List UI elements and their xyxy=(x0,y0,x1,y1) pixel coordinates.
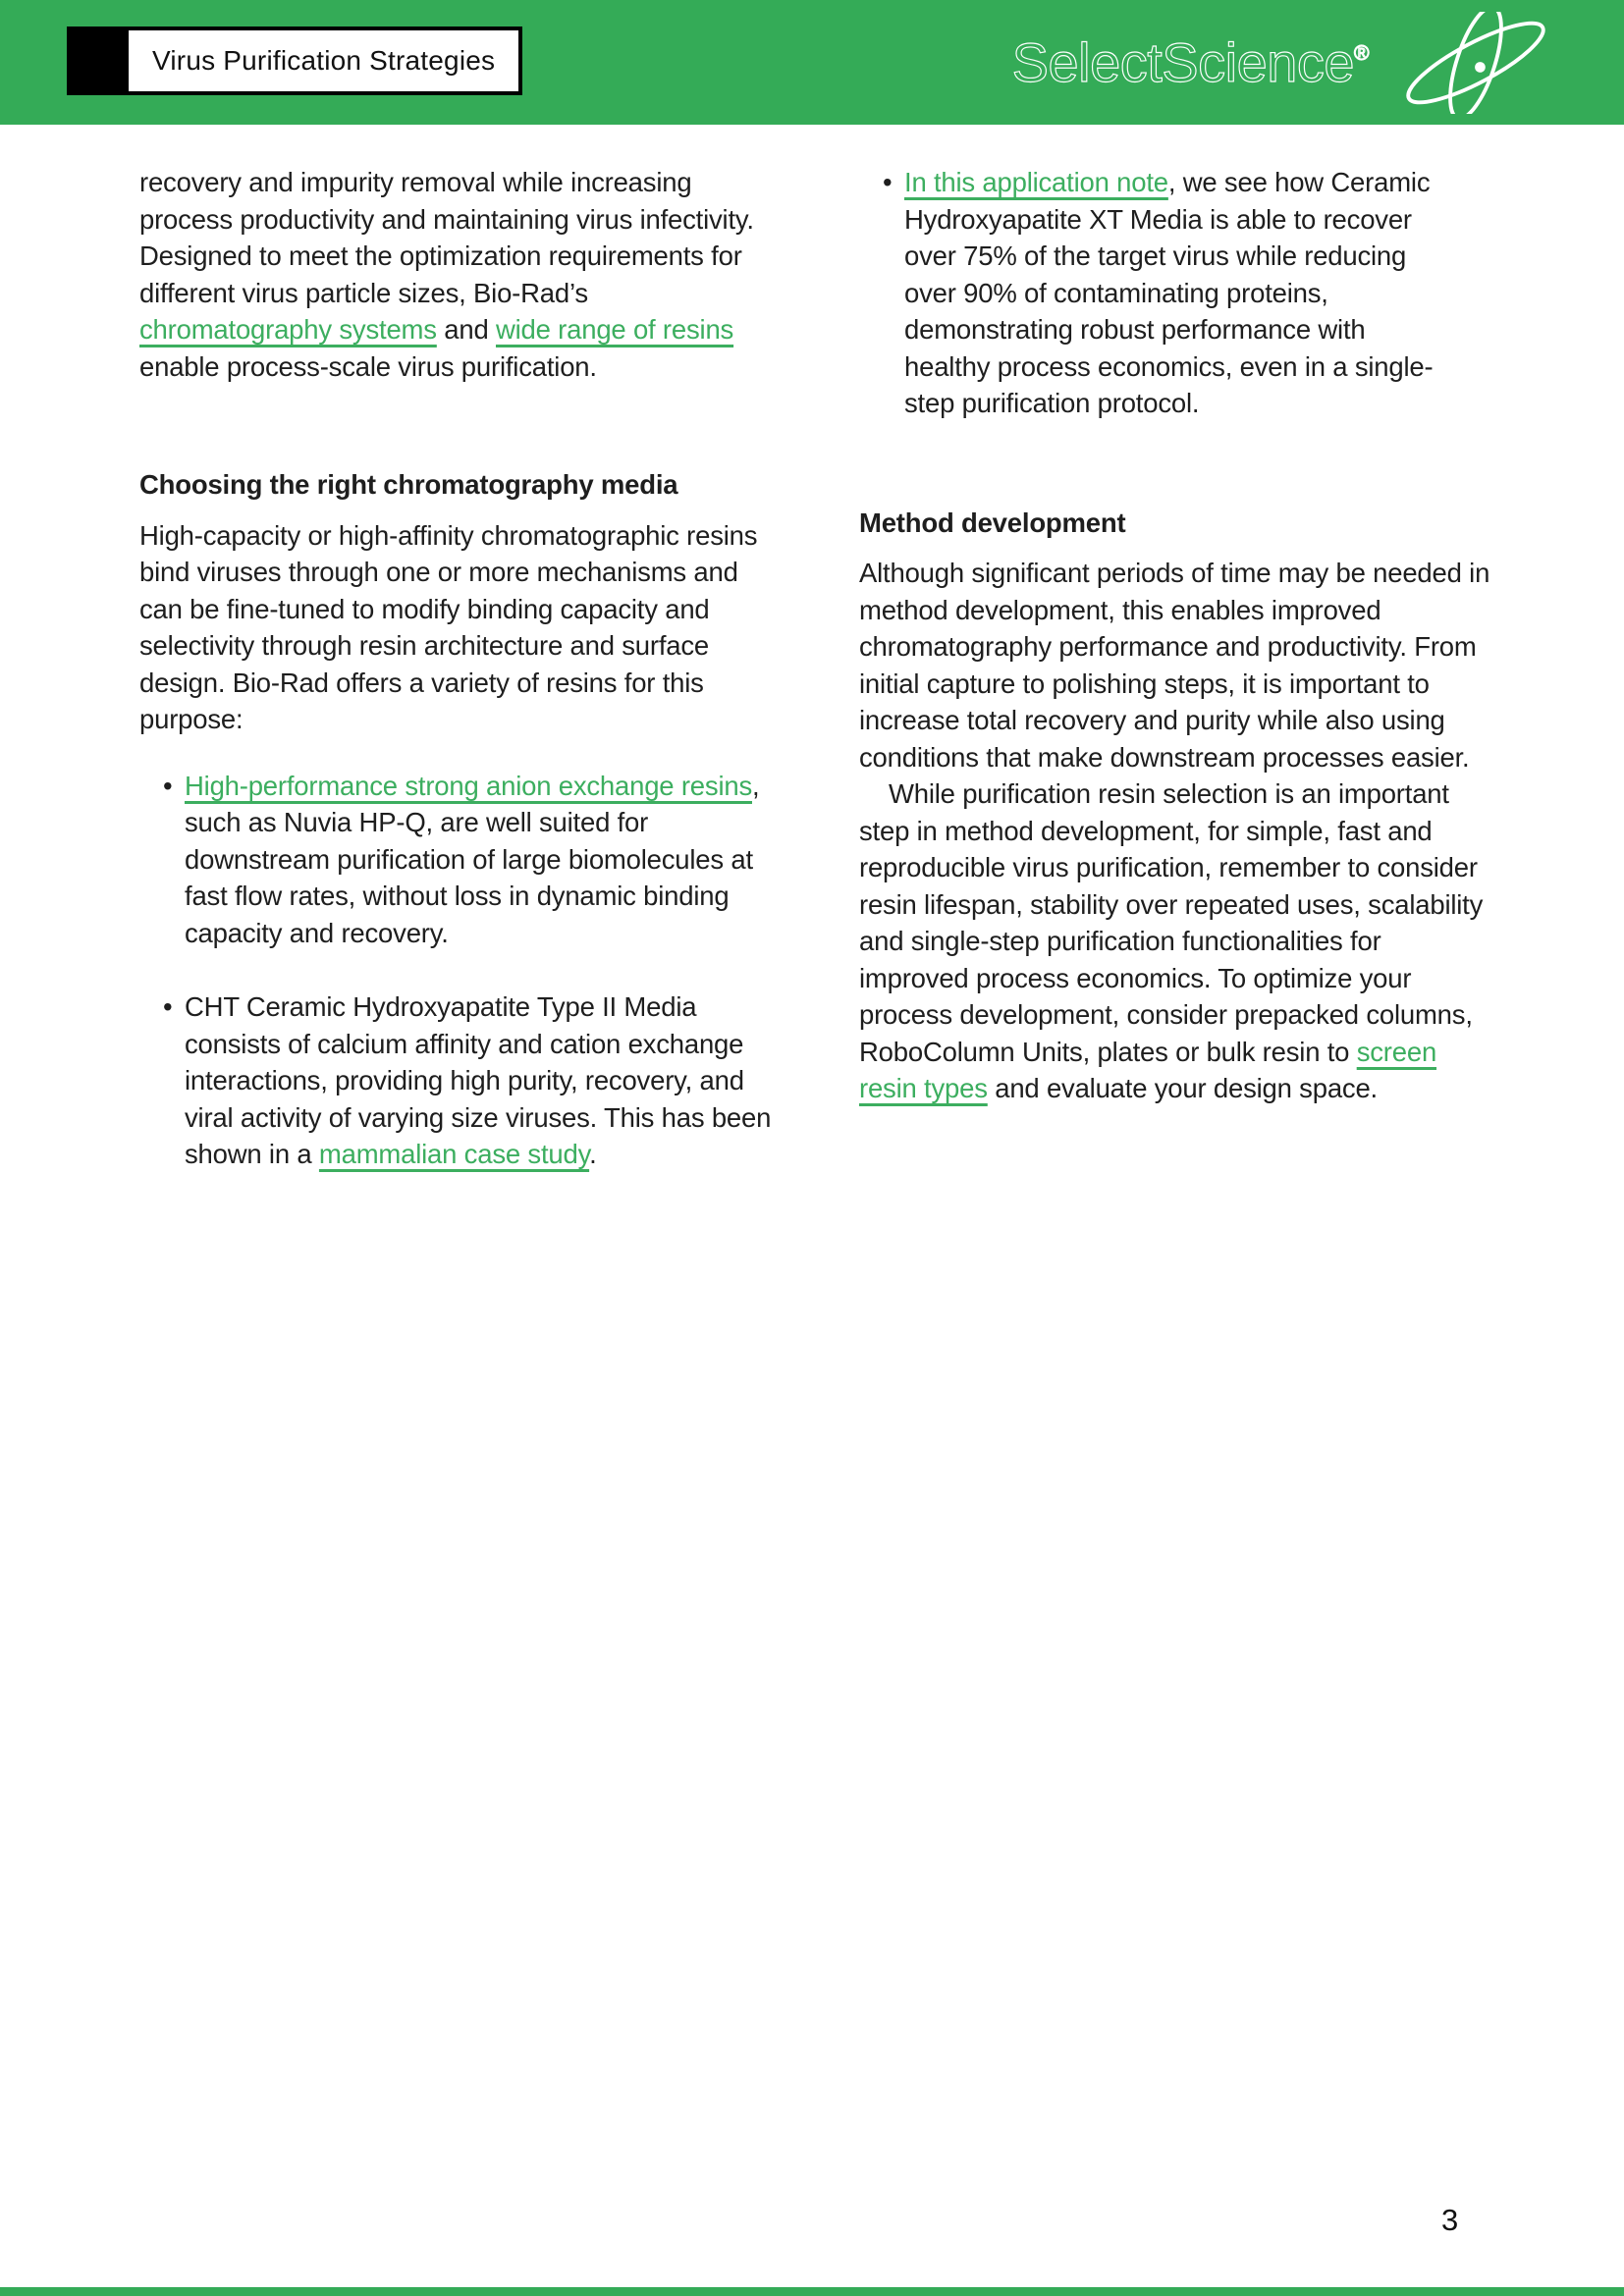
paragraph xyxy=(859,775,1492,1107)
paragraph xyxy=(139,164,778,385)
brand-wordmark xyxy=(1012,30,1369,94)
section-heading xyxy=(139,466,778,504)
left-column xyxy=(139,164,778,1173)
bullet-item xyxy=(139,988,778,1173)
text-link[interactable]: wide range of resins xyxy=(495,314,734,345)
text-link[interactable]: In this application note xyxy=(904,167,1168,197)
page-number: 3 xyxy=(1441,2203,1459,2237)
text-run: and xyxy=(436,314,496,345)
text-run: High-capacity or high-affinity chromatographic resins bind viruses through one or more mechanisms and can be fine-tuned to modify binding capacity and selectivity through resin architecture and surface design. Bio-Rad offers a variety of resins for this purpose: xyxy=(139,519,758,734)
text-link[interactable]: mammalian case study xyxy=(318,1139,590,1169)
text-run: recovery and impurity removal while increasing process productivity and maintaining virus infectivity. Designed to meet the optimization requirements for different virus particle sizes, Bio-Rad’s xyxy=(139,167,754,308)
text-run: , such as Nuvia HP-Q, are well suited for downstream purification of large biomolecules at fast flow rates, without loss in dynamic binding capacity and recovery. xyxy=(185,770,760,948)
text-link[interactable]: High-performance strong anion exchange resins xyxy=(185,770,752,801)
right-column xyxy=(859,164,1492,1107)
bullet-item xyxy=(139,768,778,952)
text-run: Choosing the right chromatography media xyxy=(139,469,678,500)
text-run: . xyxy=(589,1139,597,1169)
text-run: Method development xyxy=(859,507,1126,538)
text-link[interactable]: screen resin types xyxy=(859,1036,1437,1103)
selectscience-logo xyxy=(1012,0,1563,125)
footer-bar xyxy=(0,2287,1624,2296)
text-run: and evaluate your design space. xyxy=(987,1073,1378,1103)
paragraph xyxy=(859,555,1492,775)
text-run: Although significant periods of time may be needed in method development, this enables improved chromatography performance and productivity. From initial capture to polishing steps, it is important to increase total recovery and purity while also using conditions that make downstream processes easier. xyxy=(859,558,1490,773)
header-bar xyxy=(0,0,1624,125)
registered-trademark-symbol: ® xyxy=(1354,42,1369,65)
atom-orbits-icon xyxy=(1388,12,1563,114)
text-link[interactable]: chromatography systems xyxy=(139,314,437,345)
document-title-box xyxy=(67,27,522,95)
brand-name: SelectScience xyxy=(1011,31,1355,93)
text-run: , we see how Ceramic Hydroxyapatite XT Media is able to recover over 75% of the target virus while reducing over 90% of contaminating proteins, demonstrating robust performance with healthy process economics, even in a single-step purification protocol. xyxy=(904,167,1434,418)
text-run: While purification resin selection is an important step in method development, for simple, fast and reproducible virus purification, remember to consider resin lifespan, stability over repeated uses, scalability and single-step purification functionalities for improved process economics. To optimize your process development, consider prepacked columns, RoboColumn Units, plates or bulk resin to xyxy=(859,778,1484,1067)
paragraph xyxy=(139,517,778,738)
text-run: CHT Ceramic Hydroxyapatite Type II Media consists of calcium affinity and cation exchange interactions, providing high purity, recovery, and viral activity of varying size viruses. This has been shown in a xyxy=(185,991,772,1169)
text-run: enable process-scale virus purification. xyxy=(139,350,597,382)
bullet-item xyxy=(859,164,1492,422)
title-box-black-tab xyxy=(67,27,125,95)
section-heading xyxy=(859,505,1492,542)
document-title: Virus Purification Strategies xyxy=(125,27,522,95)
